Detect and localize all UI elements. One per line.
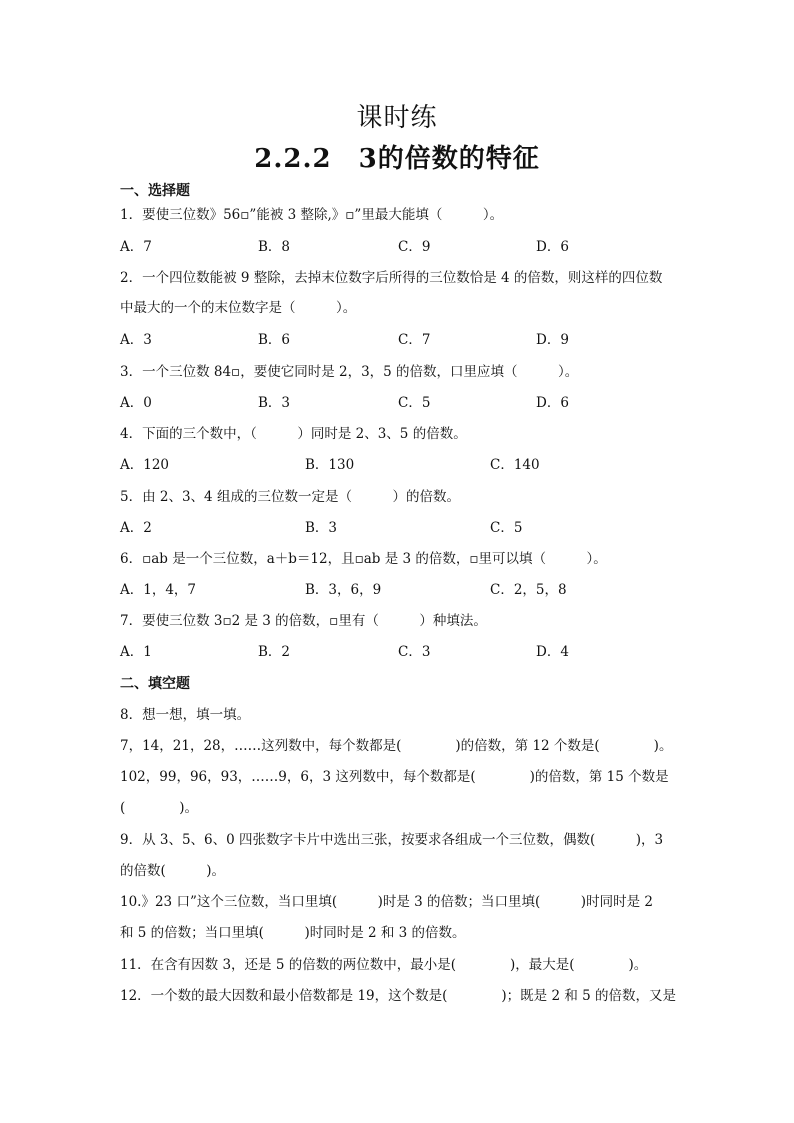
option-a: A．0 (120, 395, 152, 411)
option-b: B．8 (258, 239, 291, 255)
question-10-line-2: 和 5 的倍数；当口里填( )时同时是 2 和 3 的倍数。 (120, 925, 466, 941)
question-8-part-2: 102，99，96，93，……9，6，3 这列数中，每个数都是( )的倍数，第 15 个数是 (120, 769, 669, 785)
question-2-line-2: 中最大的一个的末位数字是（ ）。 (120, 300, 357, 316)
option-d: D．4 (536, 644, 569, 660)
section-heading-choice: 一、选择题 (120, 183, 190, 199)
option-a: A．1，4，7 (120, 582, 197, 598)
option-b: B．3 (258, 395, 291, 411)
question-11: 11．在含有因数 3，还是 5 的倍数的两位数中，最小是( )，最大是( )。 (120, 957, 648, 973)
question-9-line-2: 的倍数( )。 (120, 863, 226, 879)
option-c: C．7 (398, 332, 431, 348)
option-b: B．130 (305, 457, 355, 473)
option-b: B．6 (258, 332, 291, 348)
question-4: 4．下面的三个数中，（ ）同时是 2、3、5 的倍数。 (120, 426, 467, 442)
option-a: A．3 (120, 332, 152, 348)
option-a: A．7 (120, 239, 152, 255)
question-8-part-2-cont: ( )。 (120, 800, 199, 816)
option-d: D．6 (536, 395, 569, 411)
option-c: C．5 (398, 395, 431, 411)
question-10-line-1: 10.》23 口”这个三位数，当口里填( )时是 3 的倍数；当口里填( )时同时是 2 (120, 894, 653, 910)
option-c: C．5 (490, 520, 523, 536)
question-8: 8．想一想，填一填。 (120, 707, 251, 723)
page-subtitle: 2.2.2 3的倍数的特征 (254, 144, 540, 174)
section-heading-fill: 二、填空题 (120, 676, 190, 692)
question-7: 7．要使三位数 3▫2 是 3 的倍数，▫里有（ ）种填法。 (120, 613, 487, 629)
option-c: C．140 (490, 457, 540, 473)
option-c: C．3 (398, 644, 431, 660)
option-c: C．9 (398, 239, 431, 255)
question-1: 1．要使三位数》56▫”能被 3 整除,》▫”里最大能填（ ）。 (120, 207, 504, 223)
option-d: D．6 (536, 239, 569, 255)
page-title: 课时练 (356, 103, 438, 133)
option-b: B．3，6，9 (305, 582, 382, 598)
question-12: 12．一个数的最大因数和最小倍数都是 19，这个数是( )；既是 2 和 5 的倍数，又是 (120, 988, 677, 1004)
question-3: 3．一个三位数 84▫，要使它同时是 2，3，5 的倍数，口里应填（ ）。 (120, 364, 579, 380)
question-5: 5．由 2、3、4 组成的三位数一定是（ ）的倍数。 (120, 489, 460, 505)
option-a: A．1 (120, 644, 152, 660)
option-b: B．2 (258, 644, 291, 660)
option-d: D．9 (536, 332, 569, 348)
option-a: A．2 (120, 520, 152, 536)
question-9-line-1: 9．从 3、5、6、0 四张数字卡片中选出三张，按要求各组成一个三位数，偶数( )，3 (120, 832, 664, 848)
question-8-part-1: 7，14，21，28，……这列数中，每个数都是( )的倍数，第 12 个数是( )。 (120, 738, 673, 754)
question-2-line-1: 2．一个四位数能被 9 整除，去掉末位数字后所得的三位数恰是 4 的倍数，则这样的四位数 (120, 270, 663, 286)
question-6: 6．▫ab 是一个三位数，a＋b＝12，且▫ab 是 3 的倍数，▫里可以填（ ）。 (120, 551, 607, 567)
option-c: C．2，5，8 (490, 582, 567, 598)
option-b: B．3 (305, 520, 338, 536)
option-a: A．120 (120, 457, 170, 473)
